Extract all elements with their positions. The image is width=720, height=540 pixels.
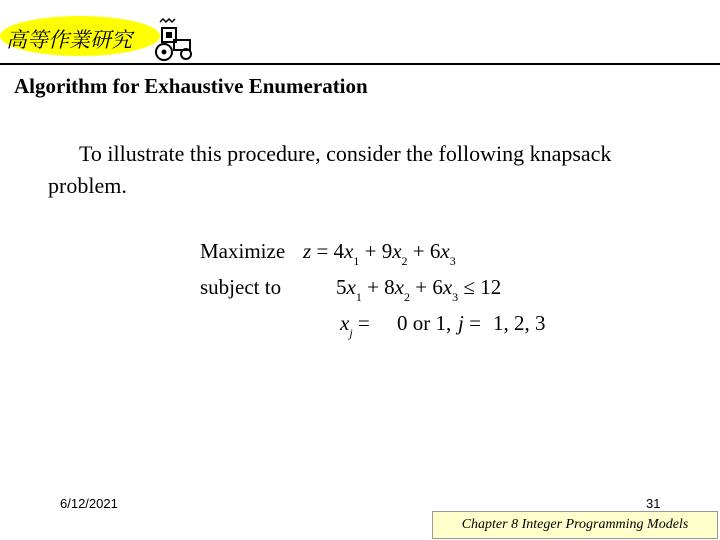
slide-title: Algorithm for Exhaustive Enumeration (14, 74, 368, 98)
tractor-icon (148, 18, 194, 64)
index-range: 1, 2, 3 (493, 311, 546, 335)
page-number: 31 (646, 496, 661, 511)
maximize-label: Maximize (200, 239, 286, 263)
footer-date: 6/12/2021 (60, 496, 118, 511)
chapter-label: Chapter 8 Integer Programming Models (432, 511, 718, 539)
logo-text: 高等作業研究 (6, 28, 132, 52)
variable-domain: $x_j$ = (340, 311, 370, 340)
intro-paragraph: To illustrate this procedure, consider the following knapsack problem. (48, 141, 612, 198)
subject-to-label: subject to (200, 275, 282, 299)
knapsack-formulation (200, 230, 580, 350)
header-divider (0, 63, 720, 65)
objective-function: $z = 4x_1 + 9x_2 + 6x_3$ (303, 239, 456, 268)
logo (0, 14, 196, 62)
index-variable: j = (458, 311, 481, 335)
constraint: $5x_1 + 8x_2 + 6x_3 \le 12$ (336, 275, 502, 304)
variable-domain-values: 0 or 1, (397, 311, 452, 335)
